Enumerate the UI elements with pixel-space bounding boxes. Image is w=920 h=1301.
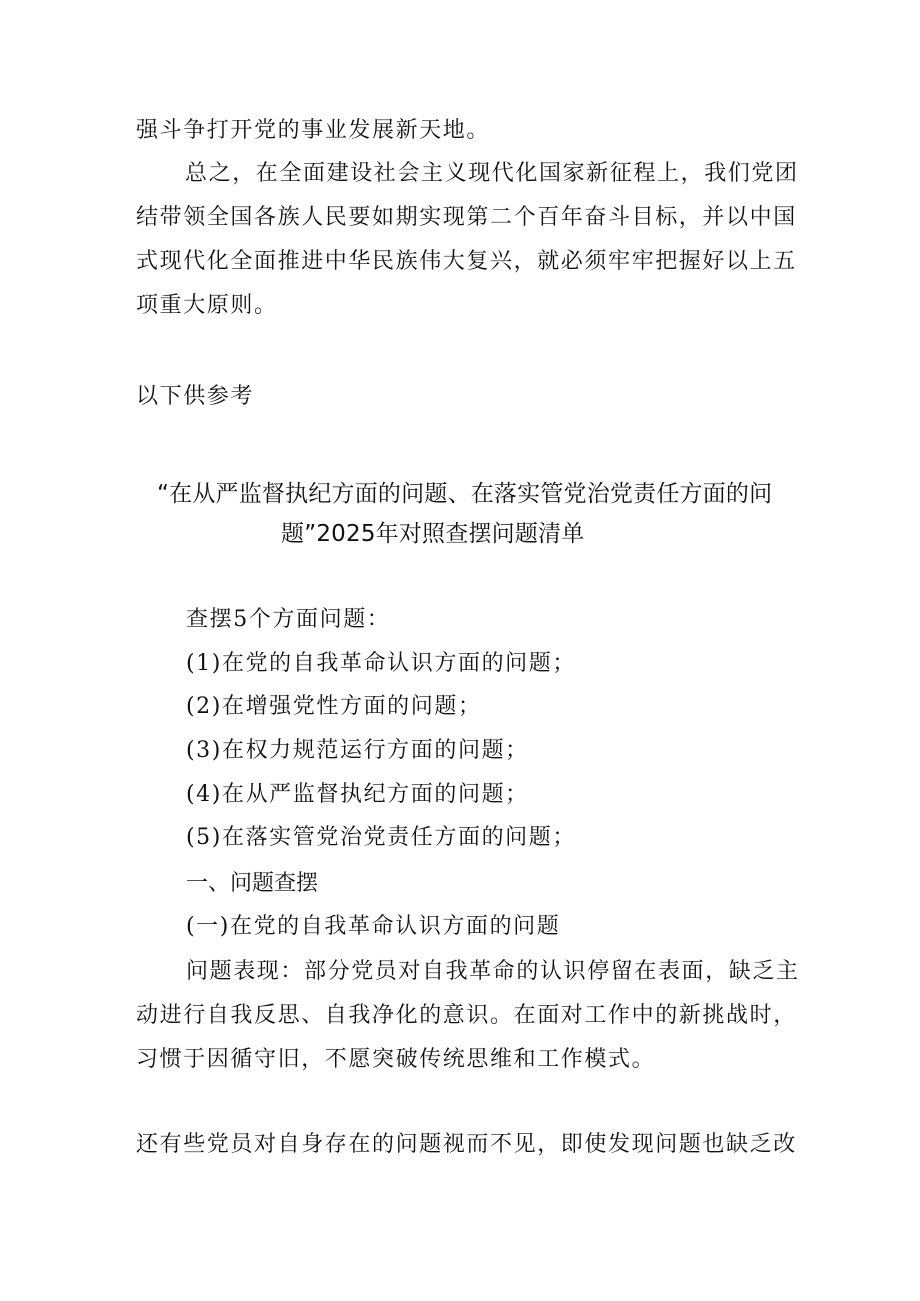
conclusion-line-2: 结带领全国各族人民要如期实现第二个百年奋斗目标，并以中国 [136, 205, 797, 230]
reference-note: 以下供参考 [136, 384, 255, 409]
conclusion-line-1: 总之，在全面建设社会主义现代化国家新征程上，我们党团 [185, 161, 799, 186]
document-title-line-1: “在从严监督执纪方面的问题、在落实管党治党责任方面的问 [157, 481, 773, 507]
conclusion-line-4: 项重大原则。 [136, 293, 278, 318]
body-line-1: 问题表现：部分党员对自我革命的认识停留在表面，缺乏主 [186, 959, 800, 984]
overview-item-1: (1)在党的自我革命认识方面的问题； [186, 651, 576, 676]
overview-item-3: (3)在权力规范运行方面的问题； [186, 738, 529, 763]
continued-line: 还有些党员对自身存在的问题视而不见，即使发现问题也缺乏改 [136, 1132, 797, 1157]
section-subheading: (一)在党的自我革命认识方面的问题 [186, 914, 561, 939]
body-line-2: 动进行自我反思、自我净化的意识。在面对工作中的新挑战时， [136, 1003, 797, 1028]
overview-item-5: (5)在落实管党治党责任方面的问题； [186, 825, 576, 850]
conclusion-line-3: 式现代化全面推进中华民族伟大复兴，就必须牢牢把握好以上五 [136, 249, 797, 274]
intro-line: 强斗争打开党的事业发展新天地。 [136, 118, 491, 143]
overview-heading: 查摆5个方面问题： [186, 607, 391, 632]
overview-item-4: (4)在从严监督执纪方面的问题； [186, 782, 529, 807]
section-heading: 一、问题查摆 [186, 871, 319, 896]
document-title-line-2: 题”2025年对照查摆问题清单 [281, 521, 585, 547]
overview-item-2: (2)在增强党性方面的问题； [186, 694, 482, 719]
body-line-3: 习惯于因循守旧，不愿突破传统思维和工作模式。 [136, 1047, 656, 1072]
